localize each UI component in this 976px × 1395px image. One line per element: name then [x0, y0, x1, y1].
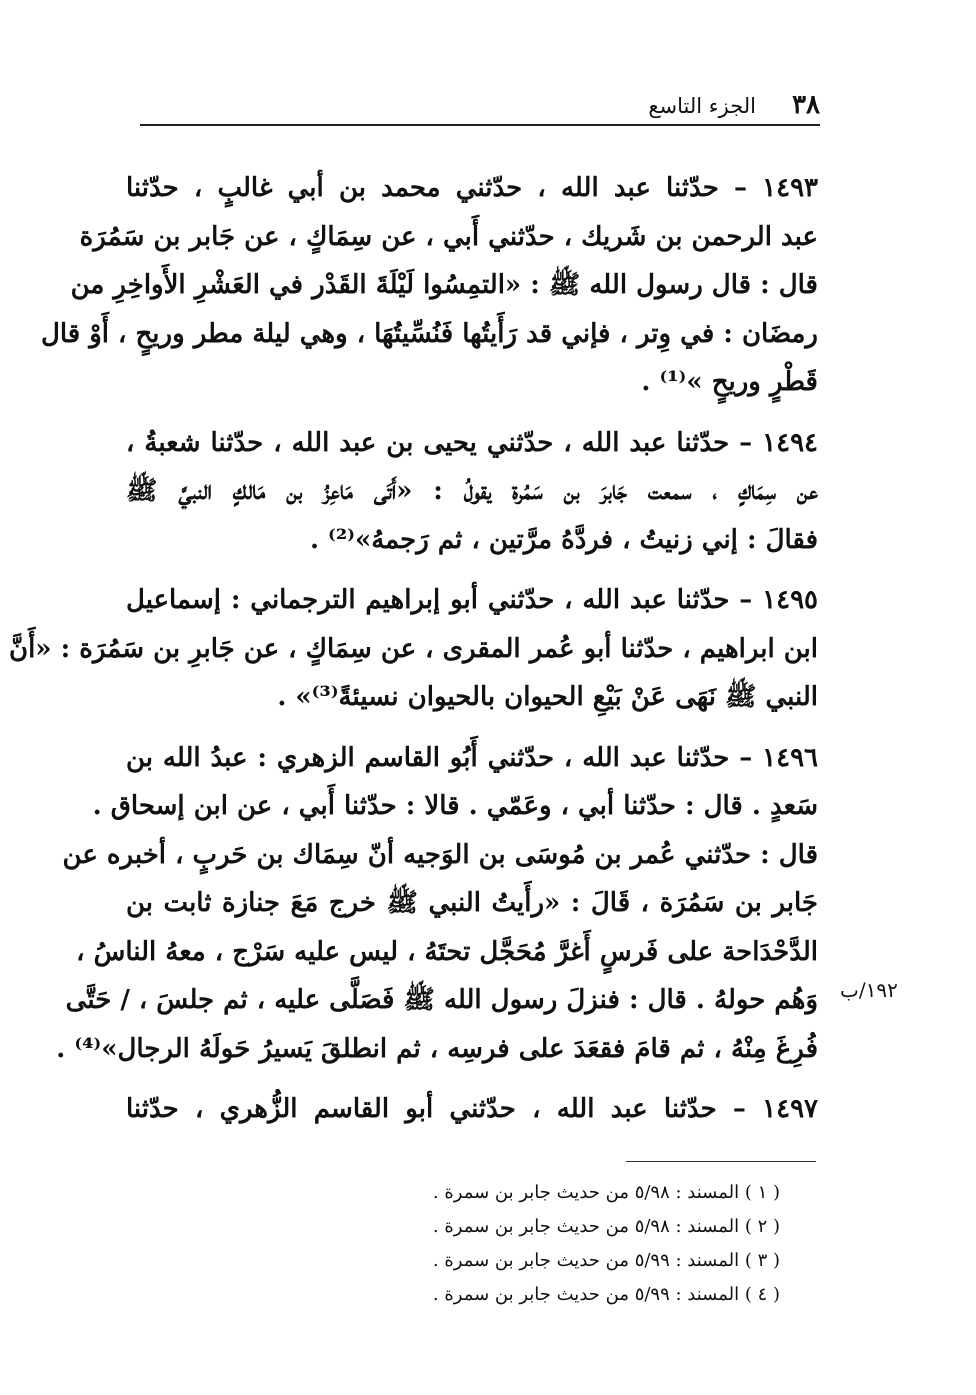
- text-line: فقالَ : إني زنيتُ ، فردَّهُ مرَّتين ، ثم رَجمهُ»⁽²⁾ .: [309, 524, 818, 555]
- main-text: [8, 164, 818, 1146]
- text-line: ابن ابراهيم ، حدّثنا أبو عُمر المقرى ، عن سِمَاكٍ ، عن جَابرِ بن سَمُرَة : «أَنَّ: [8, 633, 818, 664]
- text-line: ١٤٩٧ – حدّثنا عبد الله ، حدّثني أبو القاسم الزُّهري ، حدّثنا: [126, 1094, 818, 1124]
- hadith-1493: [40, 164, 818, 407]
- footnote-2: ( ٢ ) المسند : ٥/٩٨ من حديث جابر بن سمرة .: [432, 1216, 780, 1237]
- page-header: [140, 88, 820, 128]
- footnote-rule: [626, 1161, 816, 1162]
- text-line: قال : حدّثني عُمر بن مُوسَى بن الوَجيه أنّ سِمَاك بن حَربٍ ، أخبره عن: [62, 839, 818, 870]
- footnote-3: ( ٣ ) المسند : ٥/٩٩ من حديث جابر بن سمرة .: [432, 1250, 780, 1271]
- hadith-1496: [56, 734, 818, 1074]
- header-rule: [140, 124, 820, 126]
- text-line: رمضَان : في وِتر ، فإني قد رَأَيتُها فَنُسِّيتُهَا ، وهي ليلة مطر وريحٍ ، أَوْ قال: [40, 318, 818, 349]
- footnotes: [360, 1176, 780, 1312]
- text-line: جَابر بن سَمُرَة ، قَالَ : «رأَيتُ النبي ﷺ خرج مَعَ جنازة ثابت بن: [126, 888, 818, 918]
- running-title: الجزء التاسع: [648, 94, 756, 118]
- text-line: فُرِغَ مِنْهُ ، ثم قامَ فقعَدَ على فرسِه ، ثم انطلقَ يَسيرُ حَولَهُ الرجال»⁽⁴⁾ .: [56, 1033, 818, 1064]
- text-line: ١٤٩٦ – حدّثنا عبد الله ، حدّثني أَبُو القاسم الزهري : عبدُ الله بن: [126, 742, 818, 773]
- page-number: ٣٨: [792, 90, 820, 120]
- footnote-4: ( ٤ ) المسند : ٥/٩٩ من حديث جابر بن سمرة .: [432, 1284, 780, 1305]
- marginal-note: ١٩٢/ب: [840, 978, 898, 1002]
- hadith-1494: [126, 419, 818, 565]
- text-line: قال : قال رسول الله ﷺ : «التمِسُوا لَيْلَةَ القَدْر في العَشْرِ الأَواخِرِ من: [70, 270, 818, 300]
- text-line: عبد الرحمن بن شَريك ، حدّثني أَبي ، عن سِمَاكٍ ، عن جَابر بن سَمُرَة: [79, 221, 818, 252]
- text-line: قَطْرٍ وريحٍ »⁽¹⁾ .: [641, 367, 818, 397]
- hadith-1495: [8, 576, 818, 722]
- text-line: النبي ﷺ نَهَى عَنْ بَيْعِ الحيوان بالحيوان نسيئةً⁽³⁾» .: [277, 682, 818, 712]
- text-line: عن سِمَاكٍ ، سمعت جَابرَ بن سَمُرة يقولُ : «أَتَى مَاعِزُ بن مَالكٍ النبيَّ ﷺ: [126, 476, 818, 506]
- text-line: ١٤٩٣ – حدّثنا عبد الله ، حدّثني محمد بن أبي غالبٍ ، حدّثنا: [126, 173, 818, 203]
- text-line: سَعدٍ . قال : حدّثنا أبي ، وعَمّي . قالا : حدّثنا أَبي ، عن ابن إسحاق .: [92, 791, 818, 821]
- text-line: الدَّحْدَاحة على فَرسٍ أَغرَّ مُحَجَّل تحتَهُ ، ليس عليه سَرْج ، معهُ الناسُ ،: [76, 936, 818, 967]
- text-line: وَهُم حولهُ . قال : فنزلَ رسول الله ﷺ فَصَلَّى عليه ، ثم جلسَ ، / حَتَّى: [65, 985, 818, 1015]
- text-line: ١٤٩٥ – حدّثنا عبد الله ، حدّثني أبو إبراهيم الترجماني : إسماعيل: [126, 585, 818, 615]
- hadith-1497: [126, 1085, 818, 1134]
- text-line: ١٤٩٤ – حدّثنا عبد الله ، حدّثني يحيى بن عبد الله ، حدّثنا شعبةُ ،: [126, 427, 818, 458]
- footnote-1: ( ١ ) المسند : ٥/٩٨ من حديث جابر بن سمرة .: [432, 1182, 780, 1203]
